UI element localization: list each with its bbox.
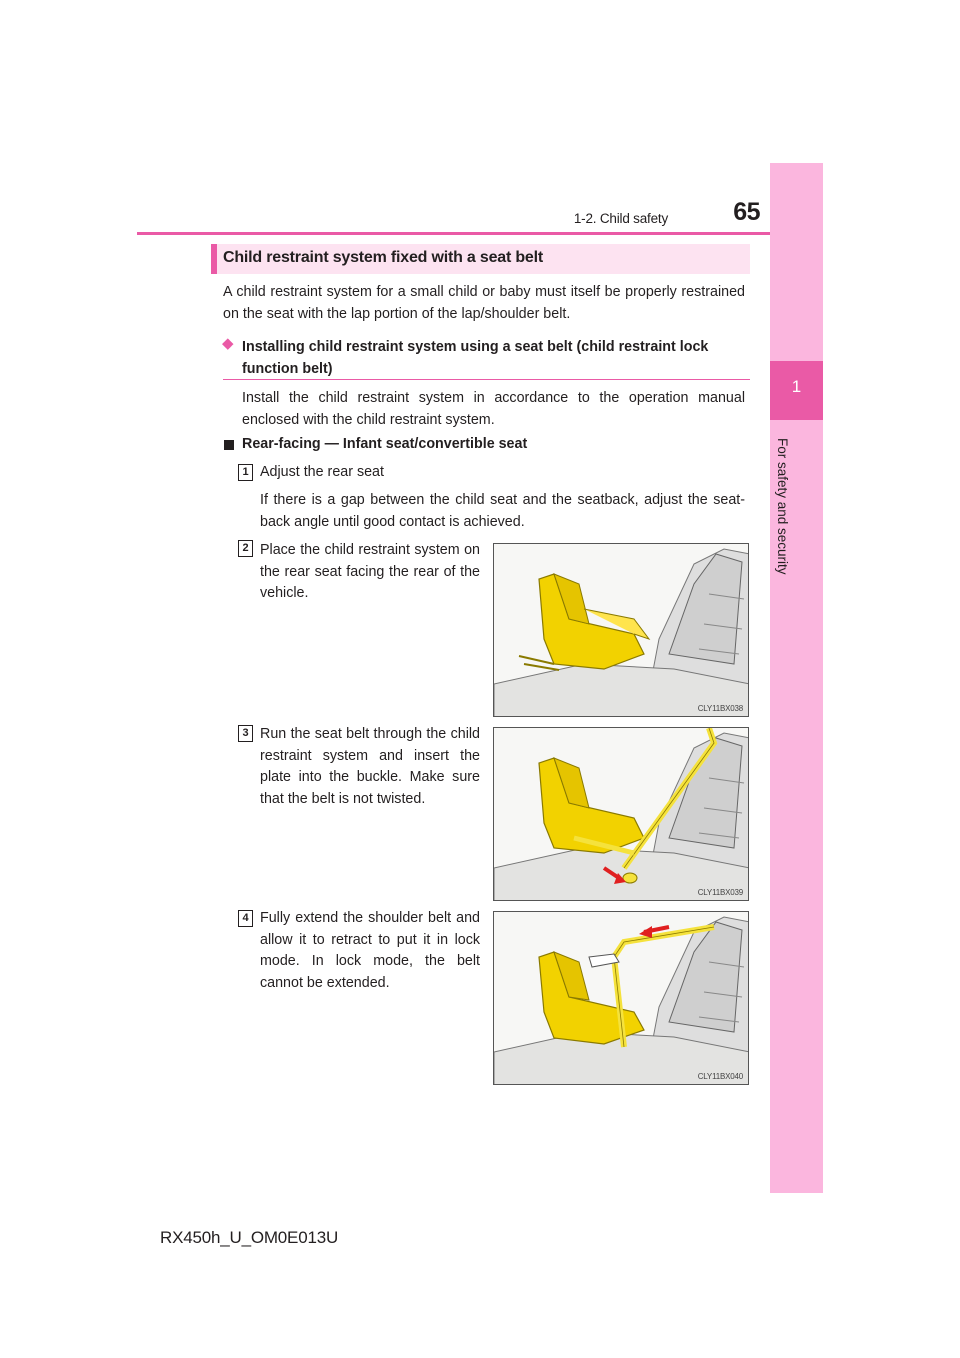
- rear-facing-heading: Rear-facing — Infant seat/convertible seat: [242, 436, 528, 452]
- step-1-text: Adjust the rear seat: [260, 464, 384, 480]
- intro-paragraph: A child restraint system for a small child or baby must itself be properly restrained on the seat with the lap portion of the lap/shoulder belt.: [223, 284, 745, 322]
- section-title: 1-2. Child safety: [573, 211, 668, 226]
- figure-seat-belt-routed: [493, 727, 749, 901]
- manual-code-footer: RX450h_U_OM0E013U: [160, 1228, 339, 1247]
- figure-code-2: CLY11BX039: [697, 888, 743, 897]
- figure-child-seat-placed: [493, 543, 749, 717]
- step-number-1: 1: [238, 464, 253, 481]
- step-1-note: If there is a gap between the child seat and the seatback, adjust the seat-back angle until good contact is achieved.: [260, 492, 745, 530]
- install-paragraph: Install the child restraint system in accordance to the operation manual enclosed with the child restraint system.: [242, 390, 745, 428]
- header-rule: [137, 232, 822, 235]
- step-3-text: Run the seat belt through the child restraint system and insert the plate into the buckle. Make sure that the belt is not twisted.: [260, 726, 480, 807]
- section-heading: Child restraint system fixed with a seat belt: [223, 249, 543, 266]
- chapter-number: 1: [791, 377, 802, 396]
- subsection-title: Installing child restraint system using a seat belt (child restraint lock function belt): [242, 339, 709, 377]
- figure-code-3: CLY11BX040: [697, 1072, 743, 1081]
- subsection-rule: [223, 379, 750, 380]
- figure-code-1: CLY11BX038: [697, 704, 743, 713]
- step-number-3: 3: [238, 725, 253, 742]
- figure-belt-lock-mode: [493, 911, 749, 1085]
- diamond-icon: ◆: [222, 335, 234, 352]
- chapter-label-text: For safety and security: [775, 438, 790, 575]
- step-2-text: Place the child restraint system on the rear seat facing the rear of the vehicle.: [260, 542, 480, 601]
- chapter-side-tab: [770, 163, 823, 1193]
- step-4-text: Fully extend the shoulder belt and allow it to retract to put it in lock mode. In lock mode, the belt cannot be extended.: [260, 910, 480, 991]
- step-number-4: 4: [238, 910, 253, 927]
- page-number: 65: [733, 198, 760, 226]
- step-number-2: 2: [238, 540, 253, 557]
- square-bullet-icon: [224, 440, 234, 450]
- chapter-label: [763, 438, 793, 618]
